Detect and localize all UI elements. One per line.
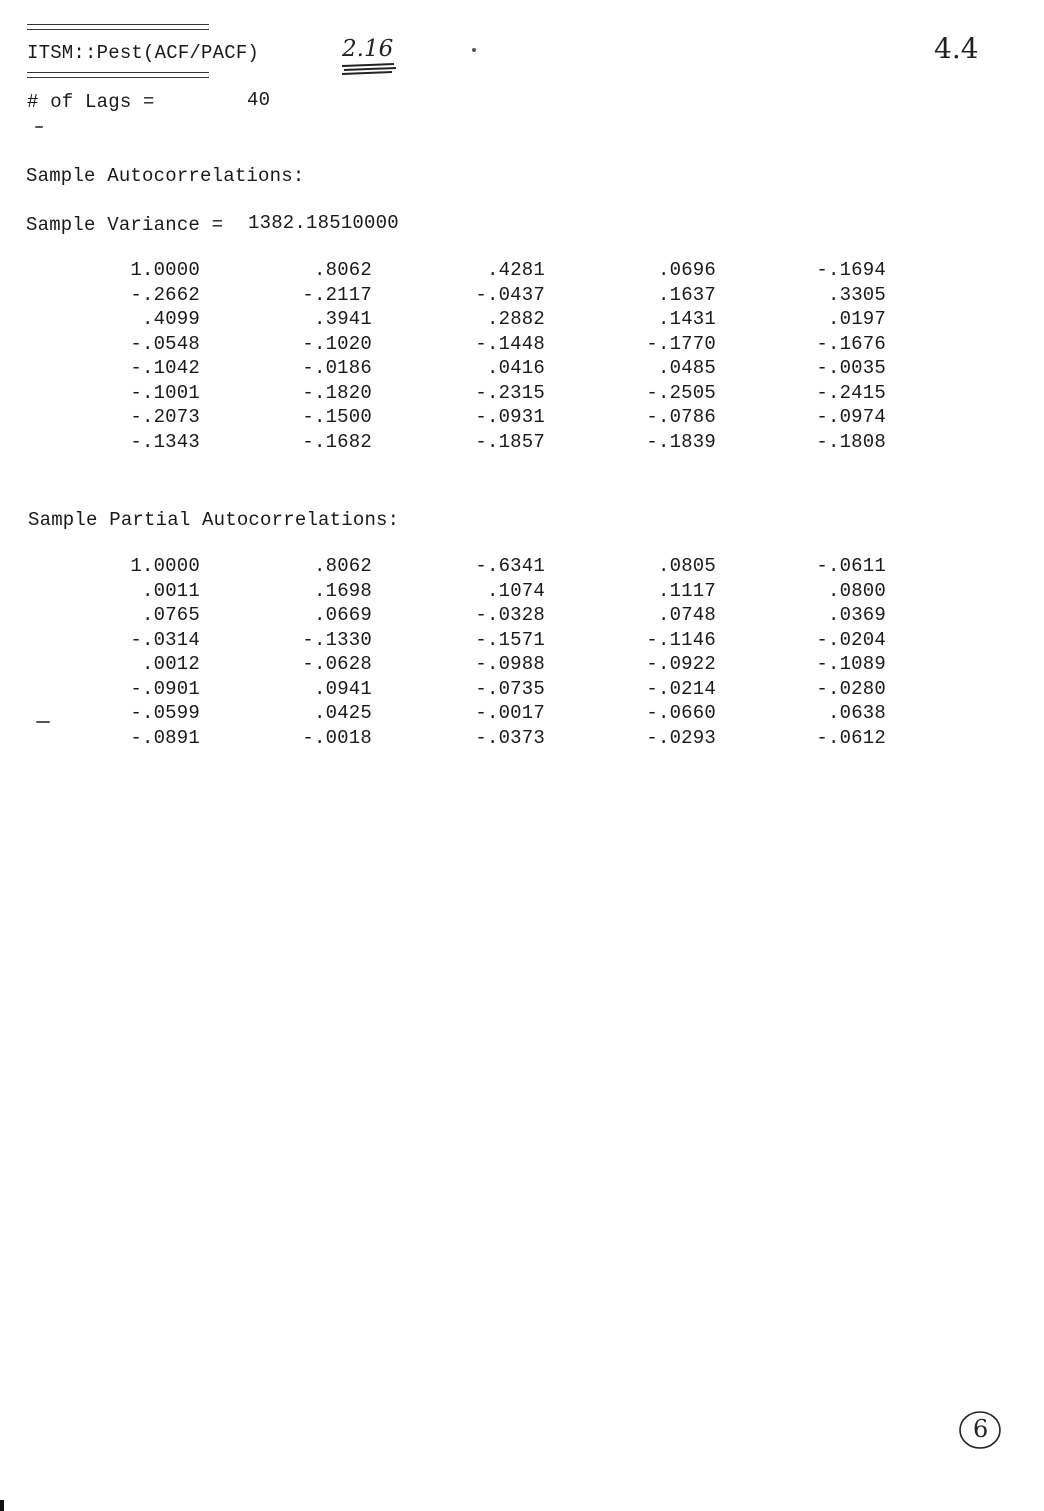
table-cell: .0012 [141,653,200,675]
handwritten-page-number: 6 [973,1415,989,1443]
table-cell: .1431 [657,308,716,330]
table-cell: .0197 [827,308,886,330]
table-cell: 1.0000 [130,555,200,577]
table-cell: .0416 [486,357,545,379]
table-cell: -.0437 [475,283,545,306]
table-row [0,381,1044,405]
table-row [0,628,1044,652]
lags-label: # of Lags = [27,91,155,113]
table-cell: -.6341 [475,555,545,577]
table-cell: -.2117 [302,283,372,306]
table-cell: -.0280 [816,677,886,700]
table-cell: -.0735 [475,677,545,700]
table-row [0,603,1044,627]
table-cell: .3941 [313,308,372,330]
handwritten-problem-number: 2.16 [342,36,394,62]
problem-underline-icon [340,62,400,76]
table-cell: .0800 [827,579,886,602]
table-row [0,677,1044,701]
table-cell: -.1571 [475,628,545,651]
table-row [0,356,1044,380]
table-cell: -.1808 [816,430,886,453]
table-cell: .3305 [827,283,886,306]
table-cell: -.0611 [816,555,886,577]
table-row [0,554,1044,578]
table-cell: -.0599 [130,702,200,724]
table-cell: .1117 [657,579,716,602]
lags-value: 40 [247,89,271,111]
table-cell: -.1682 [302,430,372,453]
table-cell: .0941 [313,677,372,700]
scan-speck [36,721,50,723]
table-cell: 1.0000 [130,259,200,281]
table-cell: .0765 [141,604,200,626]
table-cell: -.0204 [816,628,886,651]
table-row [0,430,1044,454]
top-rule [27,24,209,30]
table-cell: -.1089 [816,653,886,675]
table-cell: -.1330 [302,628,372,651]
table-row [0,405,1044,429]
table-cell: -.0660 [646,702,716,724]
table-cell: .0669 [313,604,372,626]
table-cell: -.1820 [302,381,372,404]
scan-speck [35,126,43,128]
table-cell: .8062 [313,555,372,577]
table-cell: .0638 [827,702,886,724]
pacf-heading: Sample Partial Autocorrelations: [28,509,400,531]
table-cell: -.0293 [646,726,716,749]
table-cell: .0748 [657,604,716,626]
table-row [0,307,1044,331]
table-cell: -.1839 [646,430,716,453]
ink-dot [472,48,476,52]
table-row [0,726,1044,750]
table-cell: .0696 [657,259,716,281]
table-cell: -.0035 [816,357,886,379]
acf-heading: Sample Autocorrelations: [26,165,305,187]
table-cell: .0805 [657,555,716,577]
table-cell: -.0018 [302,726,372,749]
table-cell: -.0017 [475,702,545,724]
table-row [0,701,1044,725]
handwritten-section-number: 4.4 [934,32,979,65]
table-cell: -.1676 [816,332,886,355]
table-cell: -.0328 [475,604,545,626]
table-cell: -.0901 [130,677,200,700]
table-cell: -.0786 [646,406,716,428]
table-row [0,652,1044,676]
table-cell: -.0628 [302,653,372,675]
table-cell: -.1042 [130,357,200,379]
table-cell: -.1001 [130,381,200,404]
table-cell: .0425 [313,702,372,724]
table-cell: -.1694 [816,259,886,281]
table-cell: .4281 [486,259,545,281]
variance-label: Sample Variance = [26,214,224,236]
table-cell: .0011 [141,579,200,602]
table-cell: .2882 [486,308,545,330]
table-cell: -.2315 [475,381,545,404]
bottom-rule [27,72,209,78]
table-cell: -.2415 [816,381,886,404]
table-row [0,283,1044,307]
table-row [0,258,1044,282]
variance-value: 1382.18510000 [248,212,399,234]
table-cell: .0485 [657,357,716,379]
table-cell: -.1343 [130,430,200,453]
table-cell: -.1500 [302,406,372,428]
table-cell: -.0612 [816,726,886,749]
table-row [0,332,1044,356]
table-cell: -.1857 [475,430,545,453]
table-cell: -.1448 [475,332,545,355]
table-cell: .1698 [313,579,372,602]
table-cell: -.2073 [130,406,200,428]
table-cell: -.0373 [475,726,545,749]
table-cell: -.0988 [475,653,545,675]
table-cell: -.1146 [646,628,716,651]
table-cell: -.0186 [302,357,372,379]
table-cell: -.0974 [816,406,886,428]
table-cell: .1637 [657,283,716,306]
table-cell: -.0931 [475,406,545,428]
table-cell: -.0314 [130,628,200,651]
doc-title: ITSM::Pest(ACF/PACF) [27,42,260,64]
table-cell: .1074 [486,579,545,602]
table-cell: -.0891 [130,726,200,749]
table-cell: .0369 [827,604,886,626]
table-cell: .8062 [313,259,372,281]
table-cell: -.0922 [646,653,716,675]
table-cell: -.0214 [646,677,716,700]
table-cell: -.2662 [130,283,200,306]
table-cell: -.1770 [646,332,716,355]
table-row [0,579,1044,603]
table-cell: .4099 [141,308,200,330]
table-cell: -.0548 [130,332,200,355]
scan-speck [0,1500,4,1511]
table-cell: -.2505 [646,381,716,404]
table-cell: -.1020 [302,332,372,355]
